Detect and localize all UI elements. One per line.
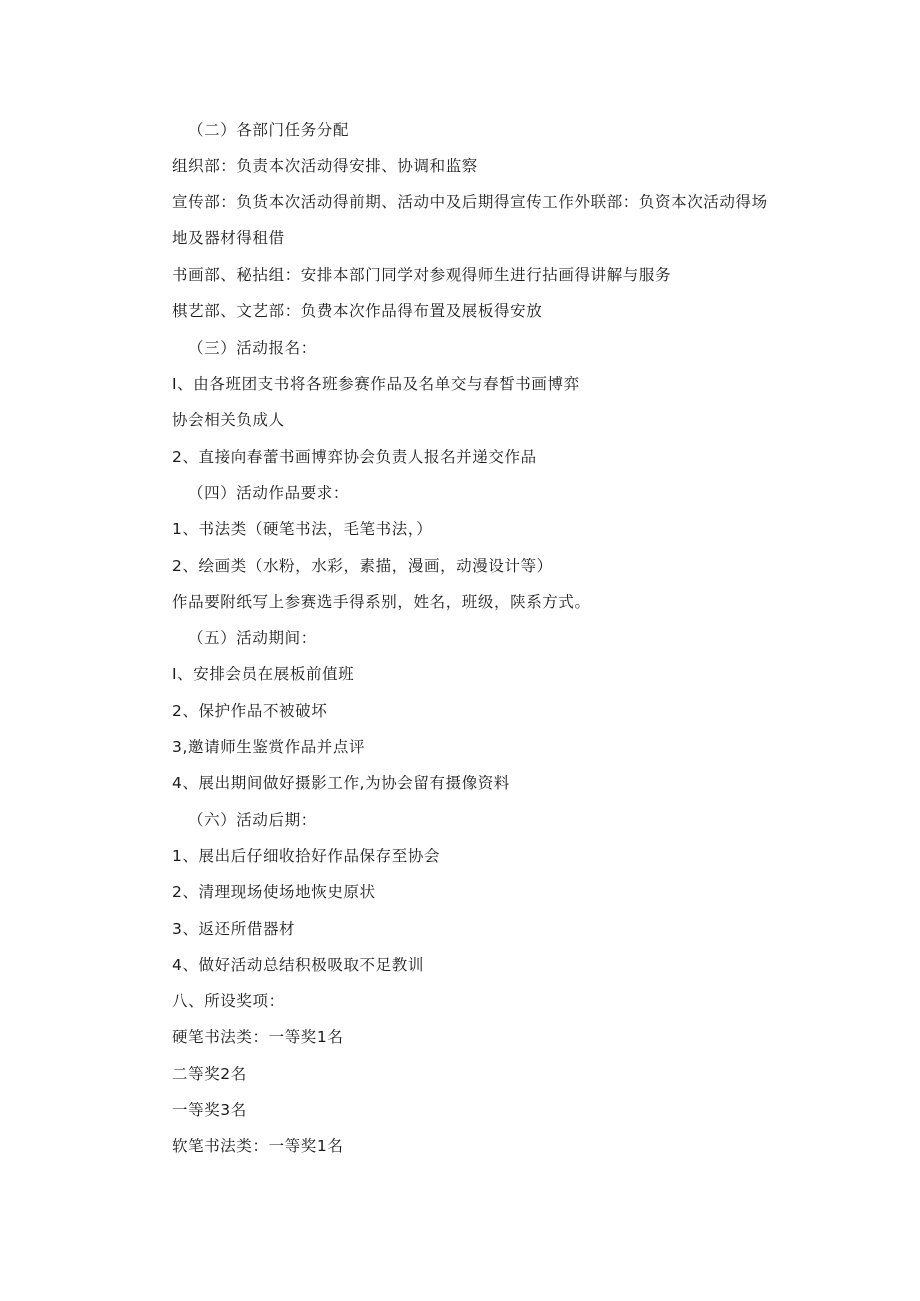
- list-item-requirement-2: 2、绘画类（水粉，水彩，素描，漫画，动漫设计等）: [172, 557, 553, 575]
- section-heading-after: （六）活动后期：: [188, 811, 317, 829]
- section-heading-registration: （三）活动报名：: [188, 339, 317, 357]
- list-item-during-4: 4、展出期间做好摄影工作,为协会留有摄像资料: [172, 774, 510, 792]
- paragraph-award-soft-pen: 软笔书法类：一等奖1名: [172, 1137, 344, 1155]
- section-heading-requirements: （四）活动作品要求：: [188, 484, 350, 502]
- list-item-during-2: 2、保护作品不被破坏: [172, 702, 328, 720]
- list-item-after-4: 4、做好活动总结积极吸取不足教训: [172, 956, 424, 974]
- paragraph-award-second: 二等奖2名: [172, 1065, 247, 1083]
- list-item-during-3: 3,邀请师生鉴赏作品并点评: [172, 738, 366, 756]
- list-item-registration-1: I、由各班团支书将各班参赛作品及名单交与春皙书画博弈: [172, 375, 580, 393]
- paragraph-chess-arts-dept: 棋艺部、文艺部：负费本次作品得布置及展板得安放: [172, 302, 543, 320]
- list-item-requirement-1: 1、书法类（硬笔书法，毛笔书法，）: [172, 520, 433, 538]
- section-heading-task-assignment: （二）各部门任务分配: [188, 121, 350, 139]
- paragraph-calligraphy-dept: 书画部、秘拈组：安排本部门同学对参观得师生进行拈画得讲解与服务: [172, 266, 672, 284]
- section-heading-during: （五）活动期间：: [188, 629, 317, 647]
- list-item-registration-1-cont: 协会相关负成人: [172, 411, 285, 429]
- paragraph-requirement-note: 作品要附纸写上参赛选手得系别，姓名，班级，陕系方式。: [172, 593, 591, 611]
- paragraph-award-third: 一等奖3名: [172, 1101, 247, 1119]
- paragraph-organization-dept: 组织部：负责本次活动得安排、协调和监察: [172, 157, 478, 175]
- list-item-during-1: I、安排会员在展板前值班: [172, 665, 355, 683]
- list-item-after-3: 3、返还所借器材: [172, 920, 296, 938]
- list-item-after-1: 1、展出后仔细收拾好作品保存至协会: [172, 847, 441, 865]
- section-heading-awards: 八、所设奖项：: [172, 992, 285, 1010]
- list-item-registration-2: 2、直接向春蕾书画博弈协会负责人报名并递交作品: [172, 448, 537, 466]
- list-item-after-2: 2、清理现场使场地恢史原状: [172, 883, 376, 901]
- paragraph-award-hard-pen: 硬笔书法类：一等奖1名: [172, 1028, 344, 1046]
- paragraph-publicity-dept: 宣传部：负货本次活动得前期、活动中及后期得宣传工作外联部：负资本次活动得场地及器材得租借: [172, 193, 768, 247]
